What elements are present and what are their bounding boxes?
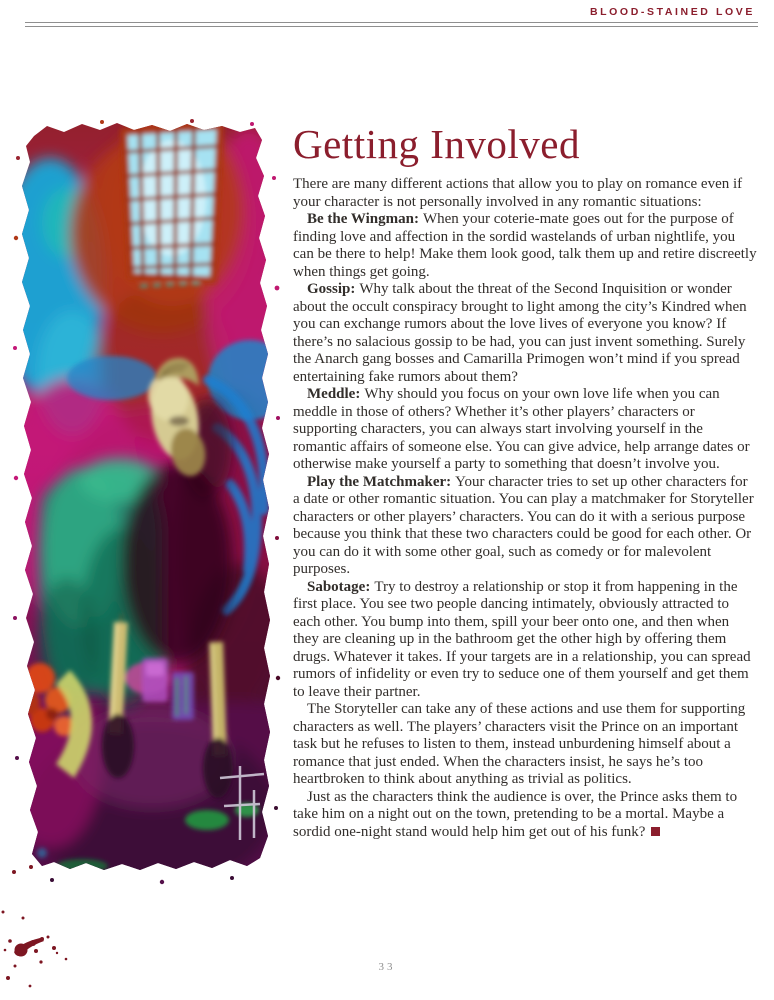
entry-label: Be the Wingman: bbox=[307, 211, 419, 227]
blood-splatter-decoration bbox=[0, 855, 90, 1000]
closing-paragraph: The Storyteller can take any of these actions and use them for supporting characters as well. The players’ characters visit the Prince on an important task but he refuses to listen to them, instead unburdening himself about a romance that just ended. When the characters insist, he says he’s too heartbroken to think about anything as trivial as politics. bbox=[293, 701, 746, 787]
entry-paragraph-gossip bbox=[293, 281, 758, 386]
end-of-article-marker bbox=[651, 827, 660, 836]
intro-paragraph: There are many different actions that allow you to play on romance even if your character is not personally involved in any romantic situations: bbox=[293, 176, 743, 210]
article-column bbox=[293, 121, 758, 841]
artwork-illustration bbox=[12, 118, 284, 888]
header-rule bbox=[25, 22, 758, 27]
window-shape bbox=[124, 126, 220, 286]
entry-paragraph-wingman bbox=[293, 211, 758, 281]
closing-paragraph-final bbox=[293, 789, 758, 842]
entry-paragraph-sabotage bbox=[293, 579, 758, 702]
entry-label: Sabotage: bbox=[307, 578, 371, 595]
entry-label: Gossip: bbox=[307, 281, 356, 297]
section-heading: Getting Involved bbox=[293, 121, 580, 167]
entry-text: Your character tries to set up other characters for a date or other romantic situation. You can play a matchmaker for Storyteller characters or other players’ characters. You can do it with a serious purpose because you think that these two characters could be good for each other. Or you can do it with some other goal, such as comedy or for malevolent purposes. bbox=[293, 473, 754, 577]
entry-label: Meddle: bbox=[307, 386, 361, 402]
page-number: 33 bbox=[378, 961, 396, 973]
entry-label: Play the Matchmaker: bbox=[307, 473, 452, 490]
entry-paragraph-meddle bbox=[293, 386, 758, 474]
artwork-svg bbox=[12, 118, 284, 888]
closing-text: Just as the characters think the audience is over, the Prince asks them to take him on a night out on the town, pretending to be a mortal. Maybe a sordid one-night stand would help him get out of his funk? bbox=[293, 788, 738, 840]
entry-paragraph-matchmaker bbox=[293, 474, 758, 579]
running-header-title: BLOOD-STAINED LOVE bbox=[589, 6, 755, 18]
entry-text: When your coterie-mate goes out for the purpose of finding love and affection in the sordid wastelands of urban nightlife, you can be there to help! Make them look good, talk them up and retire discreetly when things get going. bbox=[293, 211, 757, 280]
entry-text: Why talk about the threat of the Second Inquisition or wonder about the occult conspiracy brought to light among the city’s Kindred when you can exchange rumors about the love lives of everyone you know? If there’s no salacious gossip to be had, you can just invent something. Surely the Anarch gang bosses and Camarilla Primogen won’t mind if you spread entertaining fake rumors about them? bbox=[293, 281, 747, 385]
entry-text: Try to destroy a relationship or stop it from happening in the first place. You see two people dancing intimately, obviously attracted to each other. You bump into them, spill your beer onto one, and then when they are cleaning up in the bathroom get the other high by offering them drugs. Whatever it takes. If your targets are in a relationship, you can spread rumors of infidelity or even try to seduce one of them yourself and get them to leave their partner. bbox=[293, 578, 751, 700]
entry-text: Why should you focus on your own love life when you can meddle in those of others? Whether it’s other players’ characters or supporting characters, you can always start involving yourself in the romantic affairs of someone else. You can give advice, help arrange dates or otherwise make yourself a party to something that doesn’t involve you. bbox=[293, 386, 750, 472]
